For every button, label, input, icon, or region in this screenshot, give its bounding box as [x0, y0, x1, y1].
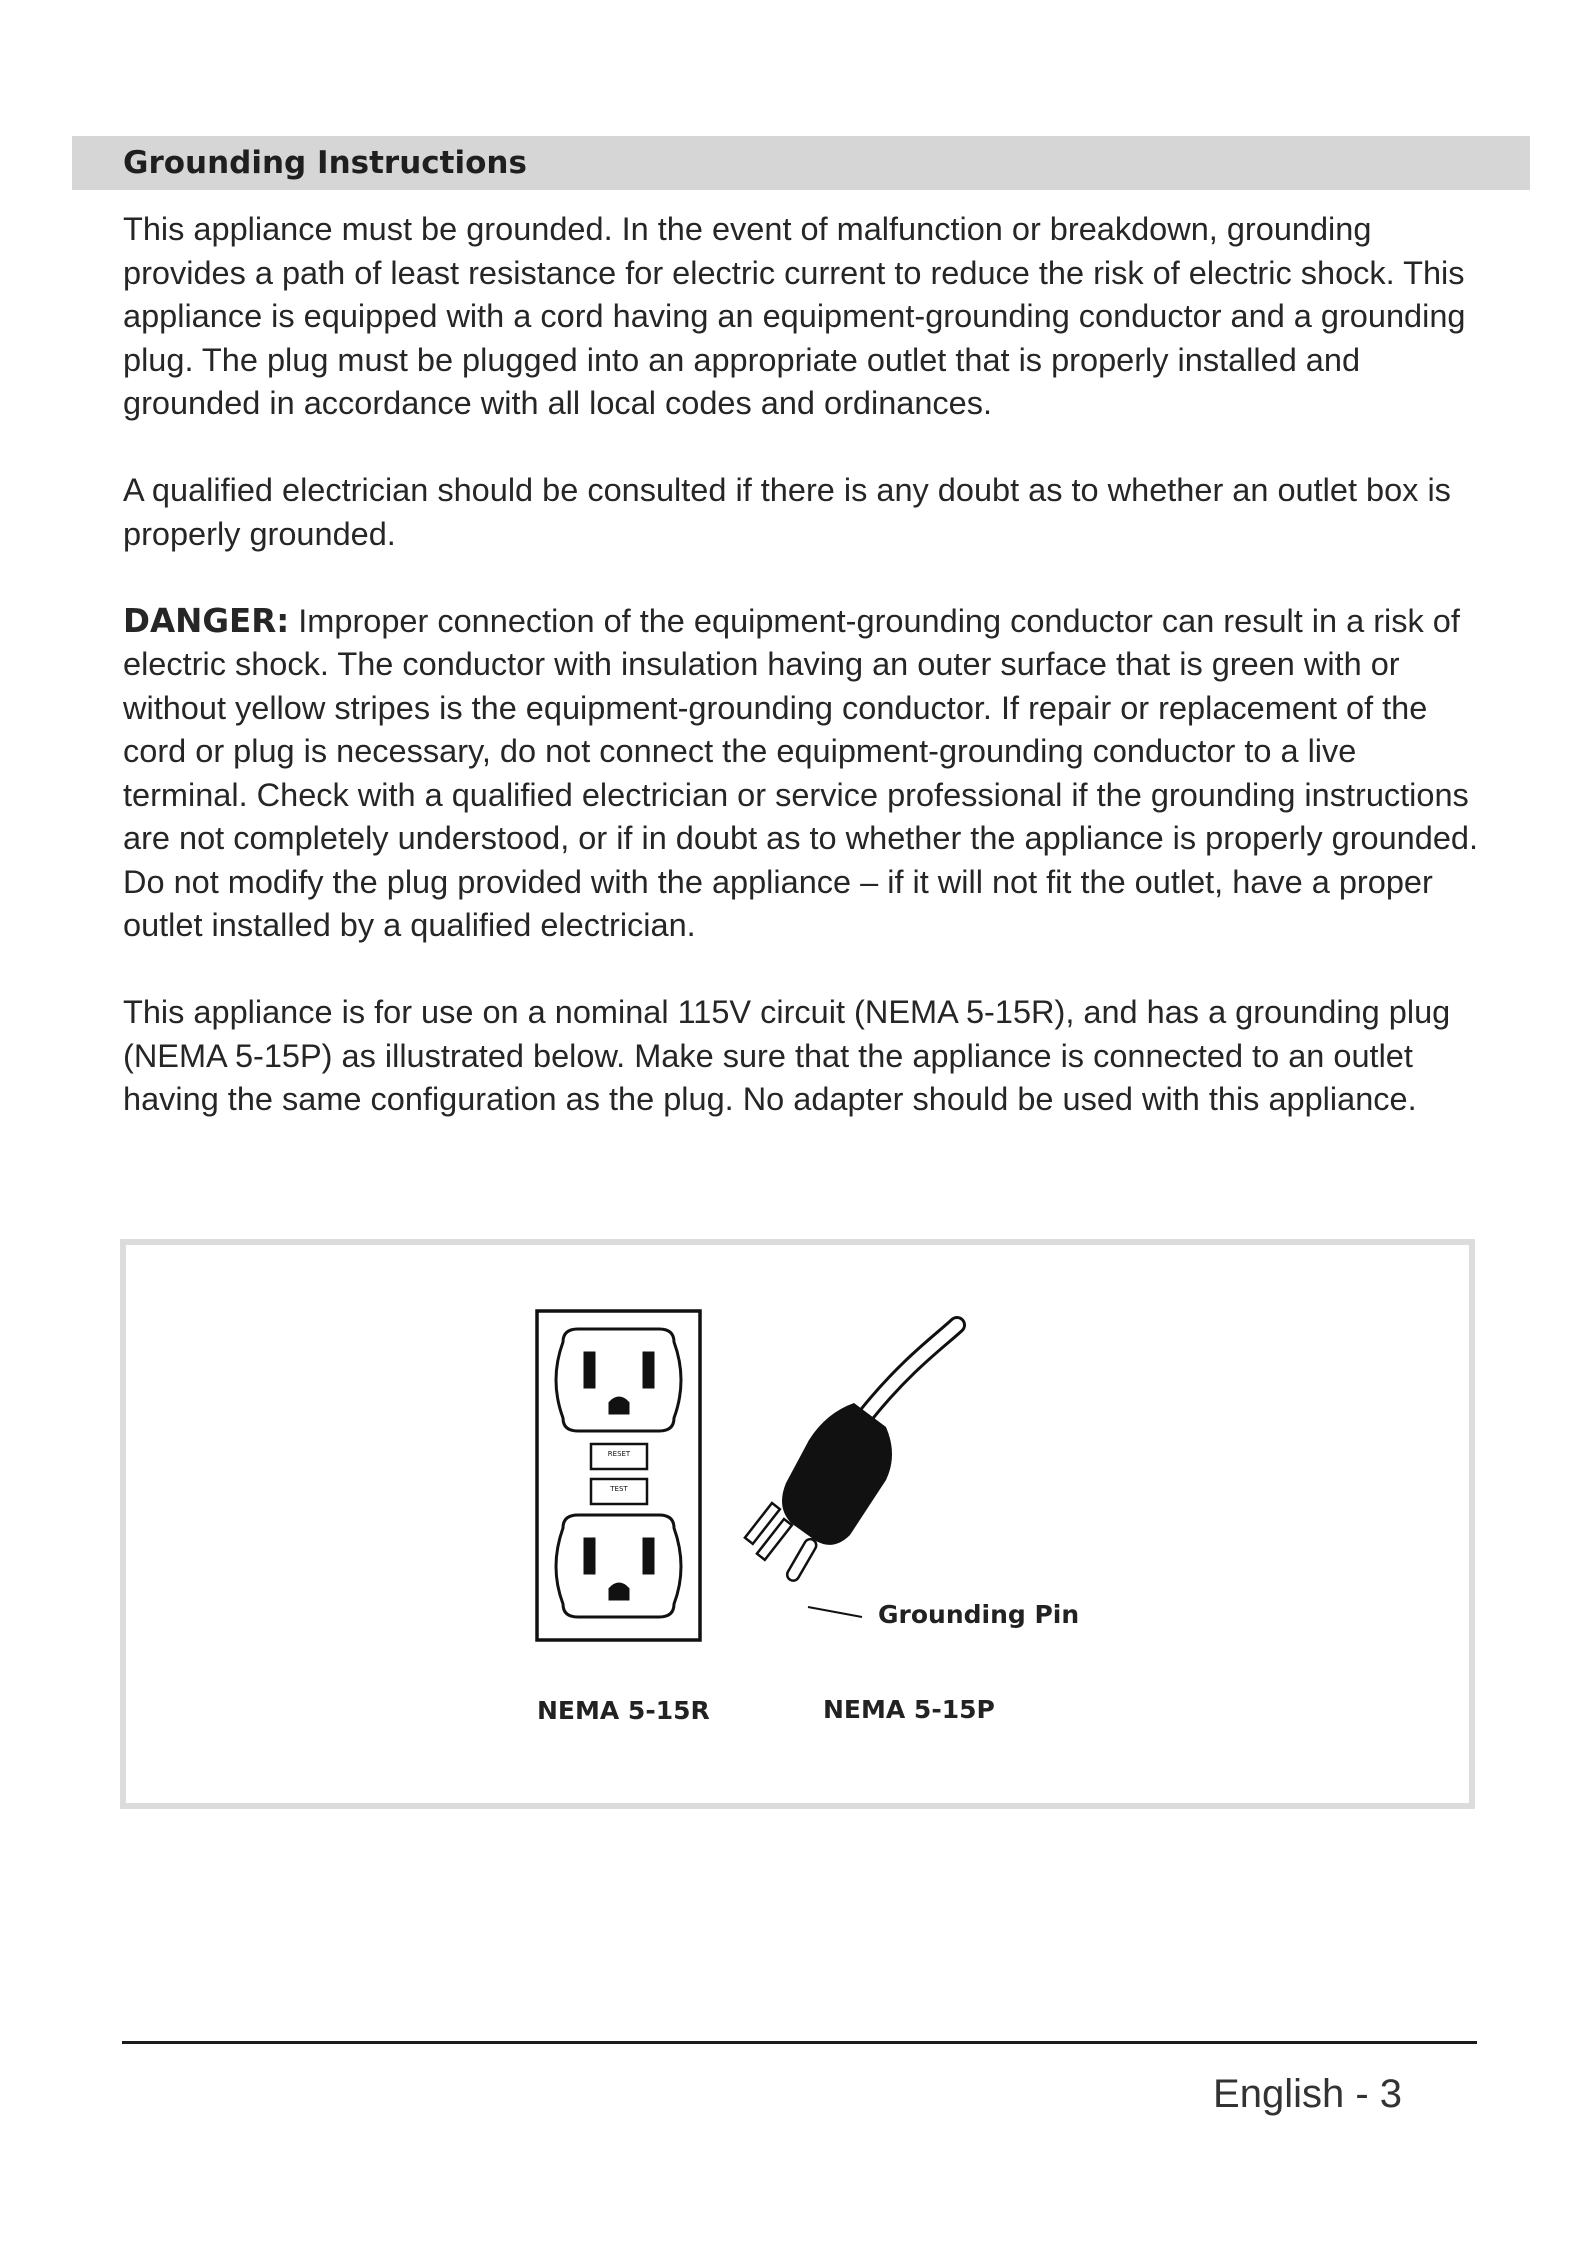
paragraph-grounding: This appliance must be grounded. In the event of malfunction or breakdown, grounding provides a path of least resistance for electric current to reduce the risk of electric shock. This appliance is equipped with a cord having an equipment-grounding conductor and a grounding plug. The plug must be plugged into an appropriate outlet that is properly installed and grounded in accordance with all local codes and ordinances. — [123, 211, 1466, 421]
plug-label: NEMA 5-15P — [823, 1695, 995, 1724]
plug-icon — [745, 1325, 957, 1617]
paragraph-danger — [123, 600, 1483, 948]
section-header-bar — [72, 136, 1530, 190]
paragraph-electrician: A qualified electrician should be consulted if there is any doubt as to whether an outlet box is properly grounded. — [123, 472, 1451, 552]
paragraph-circuit: This appliance is for use on a nominal 115V circuit (NEMA 5-15R), and has a grounding plug (NEMA 5-15P) as illustrated below. Make sure that the appliance is connected to an outlet having the same configuration as the plug. No adapter should be used with this appliance. — [123, 994, 1451, 1117]
outlet-label: NEMA 5-15R — [537, 1696, 710, 1725]
page-number: English - 3 — [1213, 2072, 1402, 2116]
danger-text: Improper connection of the equipment-grounding conductor can result in a risk of electric shock. The conductor with insulation having an outer surface that is green with or without yellow stripes is the equipment-grounding conductor. If repair or replacement of the cord or plug is necessary, do not connect the equipment-grounding conductor to a live terminal. Check with a qualified electrician or service professional if the grounding instructions are not completely understood, or if in doubt as to whether the appliance is properly grounded. Do not modify the plug provided with the appliance – if it will not fit the outlet, have a proper outlet installed by a qualified electrician. — [123, 602, 1479, 943]
footer-divider — [122, 2041, 1477, 2044]
reset-button-text: RESET — [607, 1450, 631, 1458]
outlet-icon — [537, 1311, 700, 1640]
grounding-pin-label: Grounding Pin — [878, 1600, 1080, 1629]
figure-box — [120, 1239, 1475, 1809]
section-title: Grounding Instructions — [123, 145, 527, 181]
danger-label: DANGER: — [123, 601, 290, 640]
test-button-text: TEST — [610, 1485, 628, 1493]
body-text — [123, 208, 1483, 1165]
outlet-plug-illustration — [126, 1245, 1469, 1803]
